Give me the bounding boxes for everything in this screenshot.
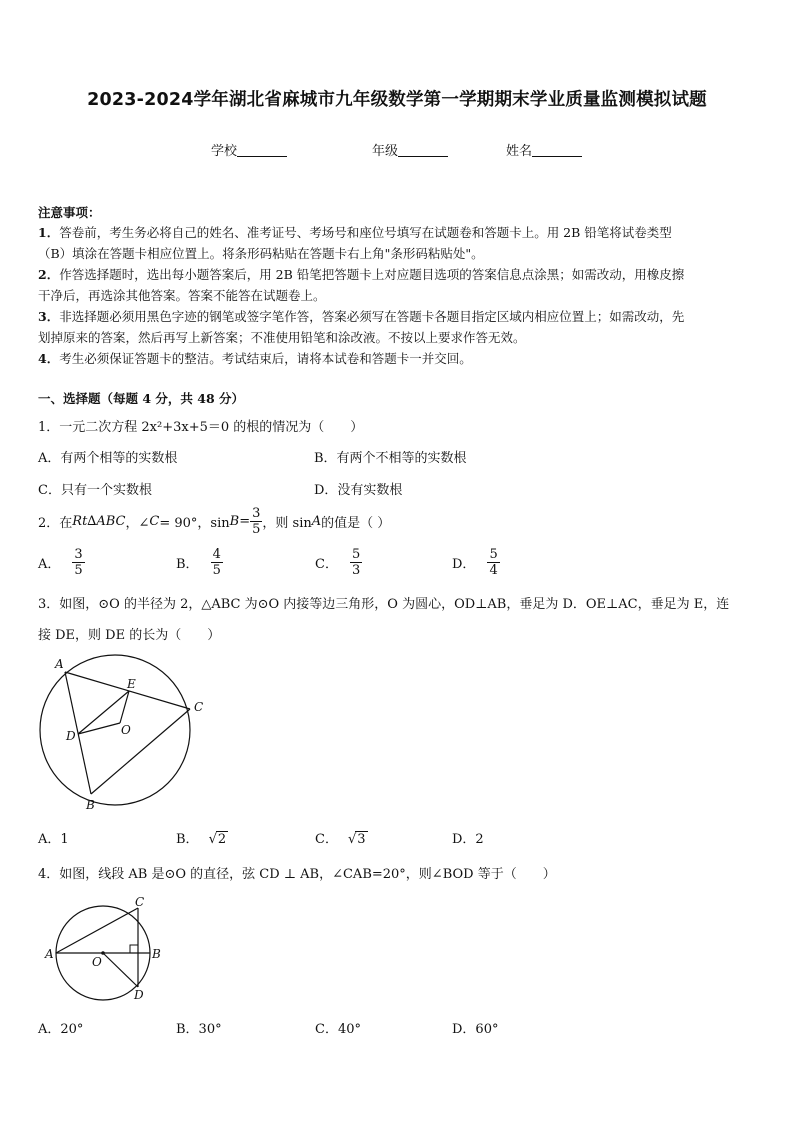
q2-option-c[interactable]: C． $\frac{5}{3}$ [315, 547, 361, 578]
q3-label-d: D [66, 729, 76, 743]
question-1-stem: 1．一元二次方程 2x²+3x+5＝0 的根的情况为（ ） [38, 420, 364, 435]
q3-label-a: A [55, 657, 64, 671]
q3-circle-figure [34, 650, 214, 815]
notice-heading: 注意事项： [38, 205, 101, 220]
q3-label-c: C [194, 700, 204, 714]
notice-item-3-line1: 3．非选择题必须用黑色字迹的钢笔或签字笔作答，答案必须写在答题卡各题目指定区域内相应位置上；如需改动，先 [38, 309, 685, 324]
q4-option-b[interactable]: B．30° [176, 1022, 222, 1037]
q2-option-b[interactable]: B． $\frac{4}{5}$ [176, 547, 221, 578]
q4-option-d[interactable]: D．60° [452, 1022, 499, 1037]
q4-radius-od [103, 953, 138, 987]
name-blank[interactable] [532, 144, 582, 157]
q2-fraction: $\frac{3}{5}$ [252, 506, 261, 537]
grade-field[interactable] [372, 140, 448, 159]
q4-chord-ac [56, 908, 138, 953]
question-3-line2: 接 DE，则 DE 的长为（ ） [38, 628, 221, 643]
school-label: 学校 [211, 144, 238, 159]
q4-circle-figure [40, 895, 170, 1005]
q4-label-a: A [45, 947, 54, 961]
section-heading: 一、选择题（每题 4 分，共 48 分） [38, 391, 245, 406]
q4-label-d: D [134, 988, 144, 1002]
q3-segment-oe [120, 691, 129, 723]
school-blank[interactable] [237, 144, 287, 157]
notice-item-2-line2: 干净后，再选涂其他答案。答案不能答在试题卷上。 [38, 288, 326, 303]
notice-item-2-line1: 2．作答选择题时，选出每小题答案后，用 2B 铅笔把答题卡上对应题目选项的答案信息点涂黑；如需改动，用橡皮擦 [38, 267, 685, 282]
q4-label-c: C [135, 895, 145, 909]
q2-option-d[interactable]: D． $\frac{5}{4}$ [452, 547, 498, 578]
q3-circle [40, 655, 190, 805]
notice-item-4: 4．考生必须保证答题卡的整洁。考试结束后，请将本试卷和答题卡一并交回。 [38, 351, 472, 366]
q4-option-a[interactable]: A．20° [38, 1022, 84, 1037]
q1-option-c[interactable]: C．只有一个实数根 [38, 483, 152, 498]
q3-side-bc [91, 709, 190, 794]
question-2-stem: 2．在 Rt∆ABC ，∠ C = 90°，sin B = $\frac{3}{5}$ ，则 sin A 的值是（ ） [38, 506, 391, 537]
notice-item-3-line2: 划掉原来的答案，然后再写上新答案；不准使用铅笔和涂改液。不按以上要求作答无效。 [38, 330, 526, 345]
question-4-stem: 4．如图，线段 AB 是⊙O 的直径，弦 CD ⊥ AB，∠CAB=20°，则∠BOD 等于（ ） [38, 867, 556, 882]
notice-item-1-line2: （B）填涂在答题卡相应位置上。将条形码粘贴在答题卡右上角"条形码粘贴处"。 [38, 246, 484, 261]
q3-label-o: O [121, 723, 131, 737]
q1-option-b[interactable]: B．有两个不相等的实数根 [314, 451, 467, 466]
q3-option-d[interactable]: D．2 [452, 832, 484, 847]
name-field[interactable] [506, 140, 582, 159]
q2-option-a[interactable]: A． $\frac{3}{5}$ [38, 547, 83, 578]
q3-label-e: E [127, 677, 136, 691]
q4-label-o: O [92, 955, 102, 969]
school-field[interactable] [211, 140, 287, 159]
question-3-line1: 3．如图，⊙O 的半径为 2，△ABC 为⊙O 内接等边三角形，O 为圆心，OD⊥AB，垂足为 D．OE⊥AC，垂足为 E，连 [38, 597, 730, 612]
q3-option-b[interactable]: B． √2 [176, 832, 227, 847]
q4-label-b: B [152, 947, 161, 961]
q3-option-c[interactable]: C． √3 [315, 832, 366, 847]
q4-option-c[interactable]: C．40° [315, 1022, 361, 1037]
q3-option-a[interactable]: A．1 [38, 832, 69, 847]
name-label: 姓名 [506, 144, 533, 159]
notice-item-1-line1: 1．答卷前，考生务必将自己的姓名、准考证号、考场号和座位号填写在试题卷和答题卡上。用 2B 铅笔将试卷类型 [38, 225, 672, 240]
q1-option-a[interactable]: A．有两个相等的实数根 [38, 451, 178, 466]
q3-label-b: B [86, 798, 95, 812]
page-title: 2023-2024学年湖北省麻城市九年级数学第一学期期末学业质量监测模拟试题 [87, 90, 707, 110]
grade-label: 年级 [372, 144, 399, 159]
q1-option-d[interactable]: D．没有实数根 [314, 483, 403, 498]
grade-blank[interactable] [398, 144, 448, 157]
q4-right-angle-mark [130, 945, 138, 953]
